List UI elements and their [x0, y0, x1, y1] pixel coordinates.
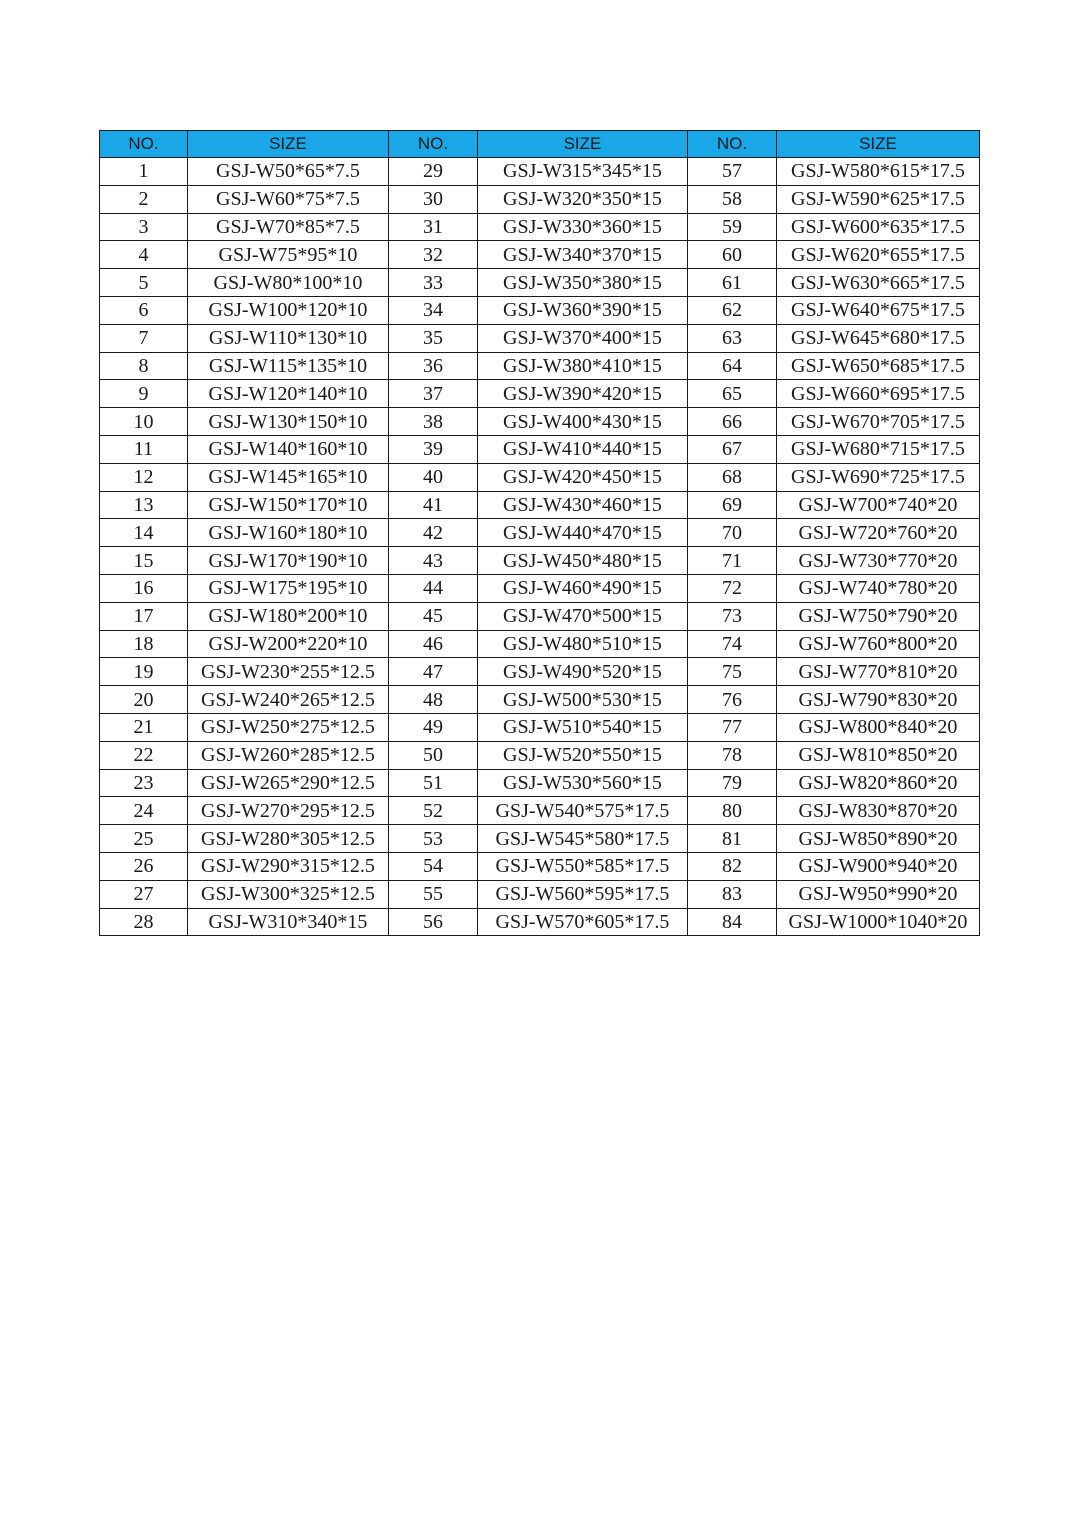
size-cell: GSJ-W510*540*15: [478, 713, 688, 741]
no-cell: 67: [688, 435, 777, 463]
header-no-1: NO.: [100, 131, 188, 158]
table-row: [100, 185, 980, 213]
no-cell: 35: [389, 324, 478, 352]
size-cell: GSJ-W490*520*15: [478, 658, 688, 686]
no-cell: 77: [688, 713, 777, 741]
no-cell: 21: [100, 713, 188, 741]
size-cell: GSJ-W600*635*17.5: [777, 213, 980, 241]
size-cell: GSJ-W260*285*12.5: [188, 741, 389, 769]
no-cell: 4: [100, 241, 188, 269]
size-cell: GSJ-W440*470*15: [478, 519, 688, 547]
table-row: [100, 825, 980, 853]
size-cell: GSJ-W900*940*20: [777, 852, 980, 880]
no-cell: 36: [389, 352, 478, 380]
size-cell: GSJ-W580*615*17.5: [777, 158, 980, 186]
header-no-2: NO.: [389, 131, 478, 158]
no-cell: 64: [688, 352, 777, 380]
size-cell: GSJ-W950*990*20: [777, 880, 980, 908]
table-row: [100, 241, 980, 269]
no-cell: 55: [389, 880, 478, 908]
size-cell: GSJ-W430*460*15: [478, 491, 688, 519]
size-cell: GSJ-W590*625*17.5: [777, 185, 980, 213]
no-cell: 66: [688, 408, 777, 436]
size-cell: GSJ-W290*315*12.5: [188, 852, 389, 880]
no-cell: 48: [389, 686, 478, 714]
size-cell: GSJ-W180*200*10: [188, 602, 389, 630]
size-cell: GSJ-W700*740*20: [777, 491, 980, 519]
size-cell: GSJ-W380*410*15: [478, 352, 688, 380]
no-cell: 33: [389, 269, 478, 297]
size-cell: GSJ-W175*195*10: [188, 574, 389, 602]
table-row: [100, 491, 980, 519]
no-cell: 49: [389, 713, 478, 741]
size-cell: GSJ-W660*695*17.5: [777, 380, 980, 408]
size-cell: GSJ-W270*295*12.5: [188, 797, 389, 825]
table-row: [100, 547, 980, 575]
size-cell: GSJ-W250*275*12.5: [188, 713, 389, 741]
size-cell: GSJ-W545*580*17.5: [478, 825, 688, 853]
table-row: [100, 408, 980, 436]
table-row: [100, 741, 980, 769]
no-cell: 45: [389, 602, 478, 630]
size-cell: GSJ-W550*585*17.5: [478, 852, 688, 880]
size-cell: GSJ-W390*420*15: [478, 380, 688, 408]
no-cell: 24: [100, 797, 188, 825]
no-cell: 30: [389, 185, 478, 213]
table-row: [100, 686, 980, 714]
size-cell: GSJ-W50*65*7.5: [188, 158, 389, 186]
no-cell: 81: [688, 825, 777, 853]
no-cell: 28: [100, 908, 188, 936]
size-cell: GSJ-W800*840*20: [777, 713, 980, 741]
size-cell: GSJ-W75*95*10: [188, 241, 389, 269]
no-cell: 1: [100, 158, 188, 186]
size-cell: GSJ-W450*480*15: [478, 547, 688, 575]
header-size-3: SIZE: [777, 131, 980, 158]
table-row: [100, 630, 980, 658]
size-cell: GSJ-W720*760*20: [777, 519, 980, 547]
no-cell: 5: [100, 269, 188, 297]
size-cell: GSJ-W330*360*15: [478, 213, 688, 241]
size-cell: GSJ-W160*180*10: [188, 519, 389, 547]
size-cell: GSJ-W200*220*10: [188, 630, 389, 658]
table-row: [100, 352, 980, 380]
size-cell: GSJ-W340*370*15: [478, 241, 688, 269]
size-cell: GSJ-W750*790*20: [777, 602, 980, 630]
size-cell: GSJ-W640*675*17.5: [777, 296, 980, 324]
size-cell: GSJ-W810*850*20: [777, 741, 980, 769]
no-cell: 68: [688, 463, 777, 491]
no-cell: 7: [100, 324, 188, 352]
header-size-1: SIZE: [188, 131, 389, 158]
size-cell: GSJ-W410*440*15: [478, 435, 688, 463]
size-cell: GSJ-W80*100*10: [188, 269, 389, 297]
size-cell: GSJ-W630*665*17.5: [777, 269, 980, 297]
no-cell: 15: [100, 547, 188, 575]
no-cell: 14: [100, 519, 188, 547]
size-cell: GSJ-W265*290*12.5: [188, 769, 389, 797]
size-cell: GSJ-W420*450*15: [478, 463, 688, 491]
no-cell: 47: [389, 658, 478, 686]
no-cell: 58: [688, 185, 777, 213]
no-cell: 31: [389, 213, 478, 241]
no-cell: 74: [688, 630, 777, 658]
table-row: [100, 519, 980, 547]
no-cell: 71: [688, 547, 777, 575]
table-row: [100, 324, 980, 352]
no-cell: 10: [100, 408, 188, 436]
no-cell: 20: [100, 686, 188, 714]
size-cell: GSJ-W150*170*10: [188, 491, 389, 519]
no-cell: 32: [389, 241, 478, 269]
no-cell: 76: [688, 686, 777, 714]
no-cell: 46: [389, 630, 478, 658]
size-cell: GSJ-W360*390*15: [478, 296, 688, 324]
size-cell: GSJ-W560*595*17.5: [478, 880, 688, 908]
size-cell: GSJ-W110*130*10: [188, 324, 389, 352]
table-row: [100, 574, 980, 602]
no-cell: 50: [389, 741, 478, 769]
no-cell: 13: [100, 491, 188, 519]
table-row: [100, 852, 980, 880]
table-row: [100, 269, 980, 297]
no-cell: 12: [100, 463, 188, 491]
size-cell: GSJ-W320*350*15: [478, 185, 688, 213]
no-cell: 43: [389, 547, 478, 575]
no-cell: 83: [688, 880, 777, 908]
no-cell: 59: [688, 213, 777, 241]
size-cell: GSJ-W240*265*12.5: [188, 686, 389, 714]
table-row: [100, 797, 980, 825]
size-cell: GSJ-W850*890*20: [777, 825, 980, 853]
size-cell: GSJ-W820*860*20: [777, 769, 980, 797]
size-cell: GSJ-W370*400*15: [478, 324, 688, 352]
header-no-3: NO.: [688, 131, 777, 158]
size-cell: GSJ-W740*780*20: [777, 574, 980, 602]
no-cell: 29: [389, 158, 478, 186]
no-cell: 23: [100, 769, 188, 797]
no-cell: 16: [100, 574, 188, 602]
table-row: [100, 602, 980, 630]
size-cell: GSJ-W170*190*10: [188, 547, 389, 575]
no-cell: 37: [389, 380, 478, 408]
size-cell: GSJ-W145*165*10: [188, 463, 389, 491]
header-size-2: SIZE: [478, 131, 688, 158]
no-cell: 54: [389, 852, 478, 880]
no-cell: 11: [100, 435, 188, 463]
no-cell: 42: [389, 519, 478, 547]
no-cell: 62: [688, 296, 777, 324]
size-cell: GSJ-W460*490*15: [478, 574, 688, 602]
no-cell: 78: [688, 741, 777, 769]
size-cell: GSJ-W400*430*15: [478, 408, 688, 436]
no-cell: 25: [100, 825, 188, 853]
size-cell: GSJ-W120*140*10: [188, 380, 389, 408]
table-row: [100, 713, 980, 741]
no-cell: 51: [389, 769, 478, 797]
table-body: [100, 158, 980, 936]
no-cell: 69: [688, 491, 777, 519]
size-cell: GSJ-W790*830*20: [777, 686, 980, 714]
no-cell: 44: [389, 574, 478, 602]
no-cell: 26: [100, 852, 188, 880]
table-row: [100, 296, 980, 324]
size-cell: GSJ-W130*150*10: [188, 408, 389, 436]
no-cell: 65: [688, 380, 777, 408]
table-row: [100, 158, 980, 186]
no-cell: 41: [389, 491, 478, 519]
no-cell: 39: [389, 435, 478, 463]
size-cell: GSJ-W115*135*10: [188, 352, 389, 380]
size-cell: GSJ-W310*340*15: [188, 908, 389, 936]
no-cell: 57: [688, 158, 777, 186]
size-cell: GSJ-W520*550*15: [478, 741, 688, 769]
size-cell: GSJ-W470*500*15: [478, 602, 688, 630]
no-cell: 17: [100, 602, 188, 630]
no-cell: 60: [688, 241, 777, 269]
no-cell: 8: [100, 352, 188, 380]
table-row: [100, 213, 980, 241]
size-cell: GSJ-W620*655*17.5: [777, 241, 980, 269]
no-cell: 79: [688, 769, 777, 797]
size-cell: GSJ-W760*800*20: [777, 630, 980, 658]
size-cell: GSJ-W540*575*17.5: [478, 797, 688, 825]
no-cell: 9: [100, 380, 188, 408]
size-cell: GSJ-W230*255*12.5: [188, 658, 389, 686]
no-cell: 38: [389, 408, 478, 436]
no-cell: 84: [688, 908, 777, 936]
size-cell: GSJ-W480*510*15: [478, 630, 688, 658]
no-cell: 40: [389, 463, 478, 491]
size-cell: GSJ-W680*715*17.5: [777, 435, 980, 463]
no-cell: 75: [688, 658, 777, 686]
size-cell: GSJ-W280*305*12.5: [188, 825, 389, 853]
no-cell: 34: [389, 296, 478, 324]
header-row: [100, 131, 980, 158]
size-cell: GSJ-W650*685*17.5: [777, 352, 980, 380]
size-cell: GSJ-W315*345*15: [478, 158, 688, 186]
table-row: [100, 880, 980, 908]
no-cell: 22: [100, 741, 188, 769]
size-cell: GSJ-W670*705*17.5: [777, 408, 980, 436]
no-cell: 56: [389, 908, 478, 936]
size-cell: GSJ-W570*605*17.5: [478, 908, 688, 936]
size-table: [99, 130, 980, 936]
no-cell: 18: [100, 630, 188, 658]
no-cell: 73: [688, 602, 777, 630]
table-row: [100, 908, 980, 936]
no-cell: 82: [688, 852, 777, 880]
no-cell: 6: [100, 296, 188, 324]
size-cell: GSJ-W500*530*15: [478, 686, 688, 714]
no-cell: 72: [688, 574, 777, 602]
no-cell: 3: [100, 213, 188, 241]
size-cell: GSJ-W350*380*15: [478, 269, 688, 297]
no-cell: 61: [688, 269, 777, 297]
size-cell: GSJ-W730*770*20: [777, 547, 980, 575]
no-cell: 53: [389, 825, 478, 853]
no-cell: 27: [100, 880, 188, 908]
no-cell: 52: [389, 797, 478, 825]
table-row: [100, 435, 980, 463]
size-cell: GSJ-W690*725*17.5: [777, 463, 980, 491]
no-cell: 2: [100, 185, 188, 213]
table-row: [100, 380, 980, 408]
size-cell: GSJ-W100*120*10: [188, 296, 389, 324]
size-cell: GSJ-W60*75*7.5: [188, 185, 389, 213]
no-cell: 70: [688, 519, 777, 547]
table-row: [100, 658, 980, 686]
size-cell: GSJ-W645*680*17.5: [777, 324, 980, 352]
no-cell: 63: [688, 324, 777, 352]
size-cell: GSJ-W70*85*7.5: [188, 213, 389, 241]
size-cell: GSJ-W830*870*20: [777, 797, 980, 825]
size-cell: GSJ-W1000*1040*20: [777, 908, 980, 936]
size-cell: GSJ-W530*560*15: [478, 769, 688, 797]
no-cell: 80: [688, 797, 777, 825]
table-row: [100, 463, 980, 491]
size-cell: GSJ-W140*160*10: [188, 435, 389, 463]
no-cell: 19: [100, 658, 188, 686]
table-row: [100, 769, 980, 797]
size-cell: GSJ-W300*325*12.5: [188, 880, 389, 908]
size-cell: GSJ-W770*810*20: [777, 658, 980, 686]
